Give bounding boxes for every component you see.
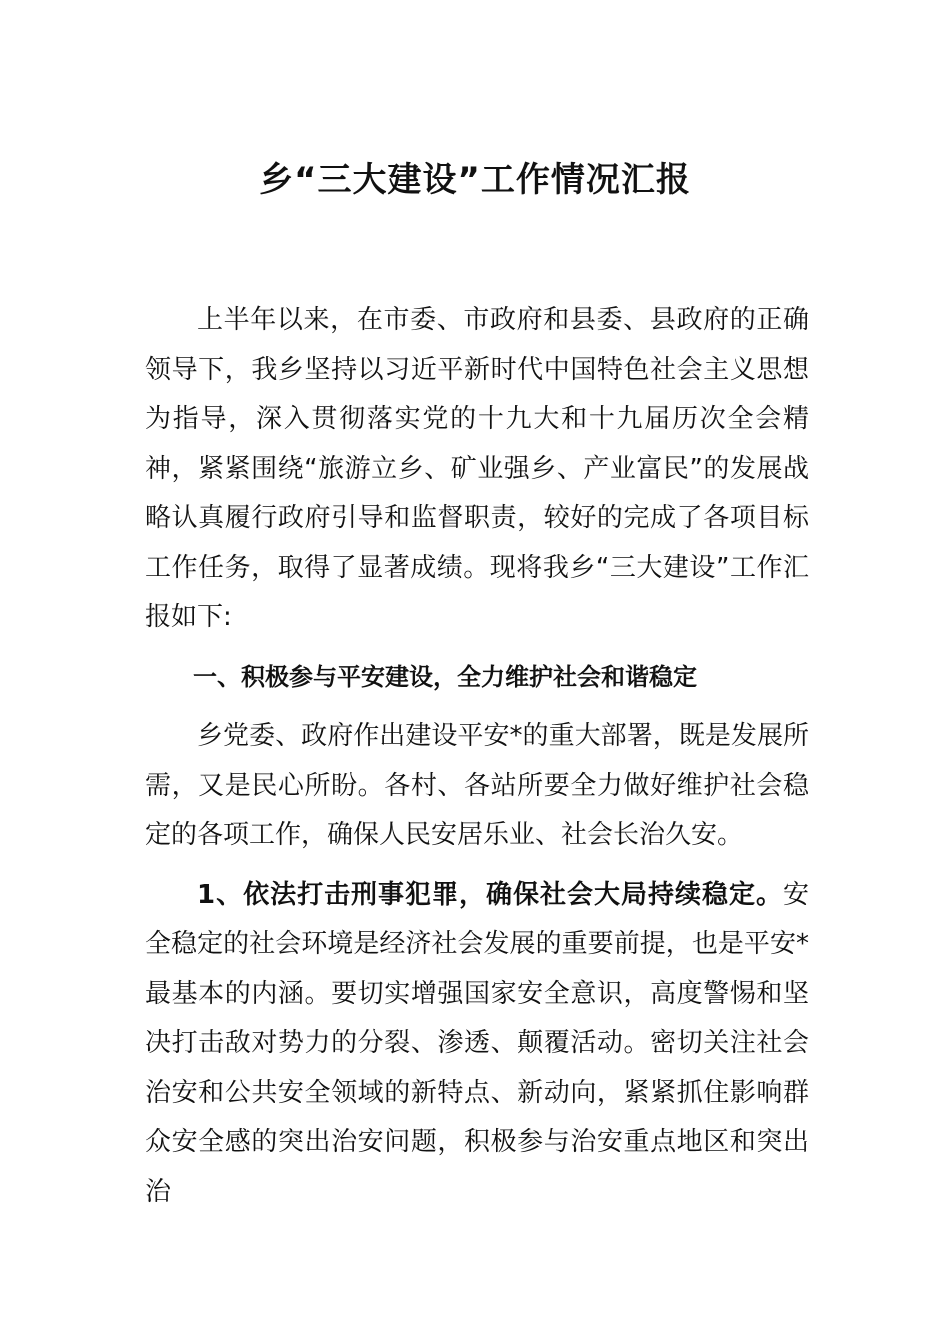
- document-title: 乡“三大建设”工作情况汇报: [259, 160, 691, 200]
- document-body: [145, 296, 809, 1217]
- section-1-paragraph: 乡党委、政府作出建设平安*的重大部署，既是发展所需，又是民心所盼。各村、各站所要全力做好维护社会稳定的各项工作，确保人民安居乐业、社会长治久安。: [145, 721, 809, 850]
- section-heading-1: 一、积极参与平安建设，全力维护社会和谐稳定: [193, 662, 697, 691]
- subsection-1-paragraph: [145, 871, 809, 1218]
- subsection-1-lead: 1、依法打击刑事犯罪，确保社会大局持续稳定。: [197, 879, 783, 910]
- subsection-1-text: 安全稳定的社会环境是经济社会发展的重要前提，也是平安*最基本的内涵。要切实增强国家安全意识，高度警惕和坚决打击敌对势力的分裂、渗透、颠覆活动。密切关注社会治安和公共安全领域的新特点、新动向，紧紧抓住影响群众安全感的突出治安问题，积极参与治安重点地区和突出治: [145, 879, 809, 1207]
- intro-paragraph: 上半年以来，在市委、市政府和县委、县政府的正确领导下，我乡坚持以习近平新时代中国特色社会主义思想为指导，深入贯彻落实党的十九大和十九届历次全会精神，紧紧围绕“旅游立乡、矿业强乡、产业富民”的发展战略认真履行政府引导和监督职责，较好的完成了各项目标工作任务，取得了显著成绩。现将我乡“三大建设”工作汇报如下:: [145, 305, 809, 632]
